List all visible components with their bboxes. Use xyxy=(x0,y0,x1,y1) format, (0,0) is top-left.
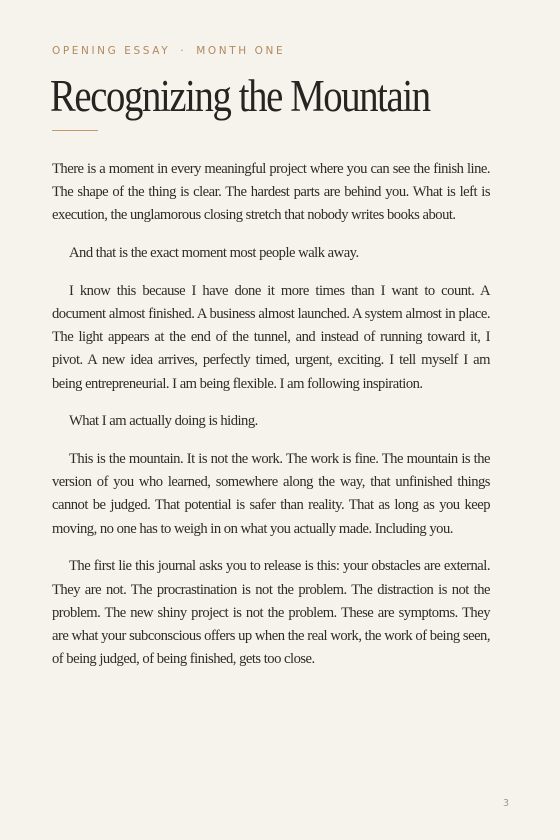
paragraph: There is a moment in every meaningful project where you can see the finish line. The shape of the thing is clear. The hardest parts are behind you. What is left is execution, the unglamorous closing stretch that nobody writes books about. xyxy=(52,161,490,224)
page-number: 3 xyxy=(502,798,509,809)
paragraph: And that is the exact moment most people walk away. xyxy=(69,245,359,262)
paragraph: This is the mountain. It is not the work. The work is fine. The mountain is the version of you who learned, somewhere along the way, that unfinished things cannot be judged. That potential is safer than reality. That as long as you keep moving, no one has to weigh in on what you actually made. Including you. xyxy=(52,451,490,537)
paragraph: I know this because I have done it more times than I want to count. A document almost finished. A business almost launched. A system almost in place. The light appears at the end of the tunnel, and instead of running toward it, I pivot. A new idea arrives, perfectly timed, urgent, exciting. I tell myself I am being entrepreneurial. I am being flexible. I am following inspiration. xyxy=(52,282,490,392)
essay-body xyxy=(52,158,490,686)
paragraph: What I am actually doing is hiding. xyxy=(69,413,258,430)
title-divider xyxy=(52,130,98,131)
section-label: OPENING ESSAY xyxy=(52,45,171,57)
page-title: Recognizing the Mountain xyxy=(50,71,430,121)
eyebrow-separator: · xyxy=(180,45,187,57)
part-label: MONTH ONE xyxy=(196,45,286,57)
paragraph: The first lie this journal asks you to release is this: your obstacles are external. They are not. The procrastination is not the problem. The distraction is not the problem. The new shiny project is not the problem. These are symptoms. They are what your subconscious offers up when the real work, the work of being seen, of being judged, of being finished, gets too close. xyxy=(52,558,490,668)
section-eyebrow xyxy=(52,45,285,57)
